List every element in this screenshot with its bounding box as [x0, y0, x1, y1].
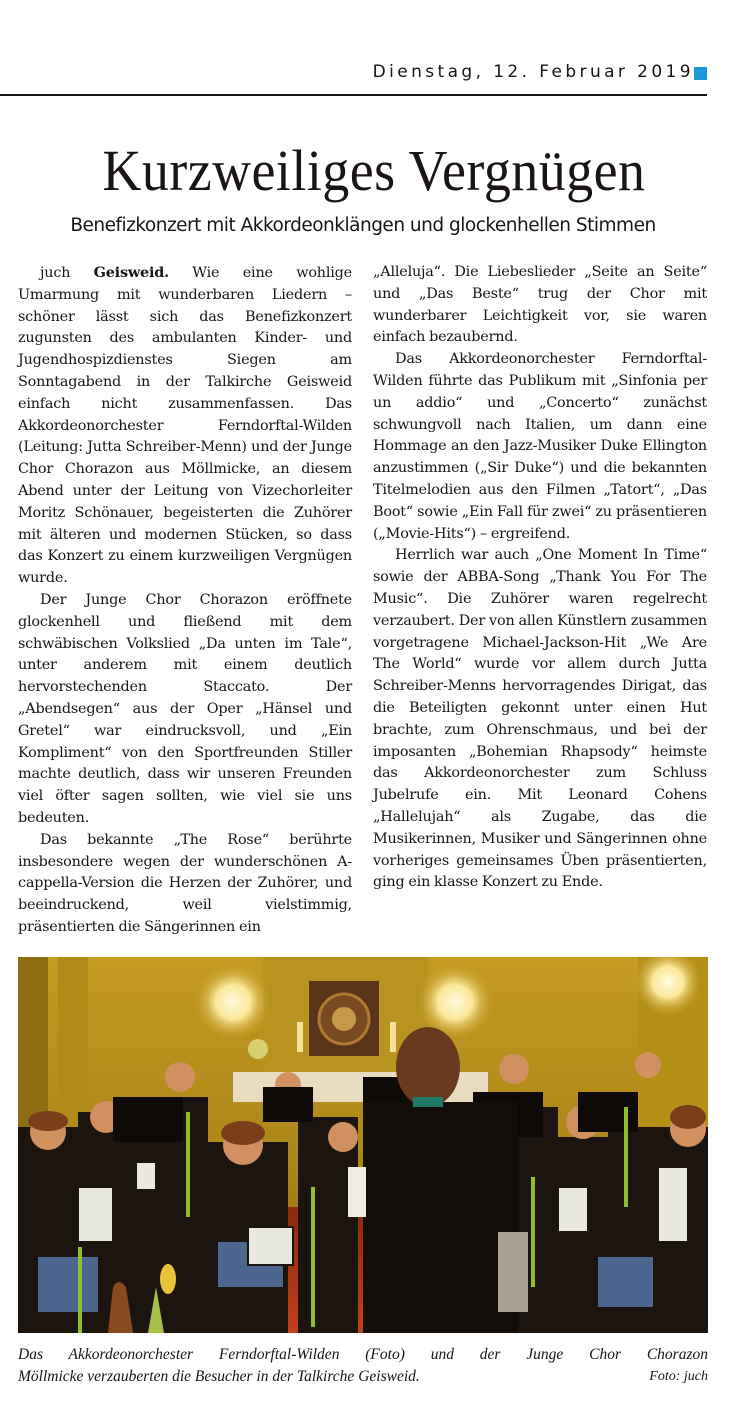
header-rule — [0, 94, 707, 96]
article-paragraph — [18, 262, 352, 590]
author-tag: juch — [40, 265, 71, 281]
article-paragraph: Herrlich war auch „One Moment In Time“ sowie der ABBA-Song „Thank You For The Music“. Die Zuhörer waren regelrecht verzaubert. Der von allen Künstlern zusammen vorgetragene Michael-Jackson-Hit „We Are The World“ wurde vor allem durch Jutta Schreiber-Menns hervorragendes Dirigat, das die Beteiligten gekonnt unter einen Hut brachte, zum Ohrenschmaus, und bei der imposanten „Bohemian Rhapsody“ heimste das Akkordeonorchester zum Schluss Jubelrufe ein. Mit Leonard Cohens „Hallelujah“ als Zugabe, das die Musikerinnen, Musiker und Sängerinnen ohne vorheriges gemeinsames Üben präsentierten, ging ein klasse Konzert zu Ende. — [373, 547, 707, 891]
caption-line: Das Akkordeonorchester Ferndorftal-Wilden (Foto) und der Junge Chor Chorazon — [18, 1346, 708, 1363]
photo-credit: Foto: juch — [649, 1369, 708, 1384]
article-paragraph: „Alleluja“. Die Liebeslieder „Seite an Seite“ und „Das Beste“ trug der Chor mit wunderbarer Leichtigkeit vor, sie waren einfach bezaubernd. — [373, 264, 707, 346]
article-paragraph: Das bekannte „The Rose“ berührte insbesondere wegen der wunderschönen A-cappella-Version die Herzen der Zuhörer, und beeindruckend, weil vielstimmig, präsentierten die Sängerinnen ein — [18, 831, 352, 935]
article-column-left — [18, 262, 352, 939]
caption-line-with-credit — [18, 1366, 708, 1388]
photo-illustration — [18, 957, 708, 1333]
article-subheadline: Benefizkonzert mit Akkordeonklängen und glockenhellen Stimmen — [70, 215, 656, 236]
photo-caption — [18, 1344, 708, 1388]
article-paragraph: Der Junge Chor Chorazon eröffnete glockenhell und fließend mit dem schwäbischen Volkslied „Da unten im Tale“, unter anderem mit einem deutlich hervorstechenden Staccato. Der „Abendsegen“ aus der Oper „Hänsel und Gretel“ war eindrucksvoll, und „Ein Kompliment“ von den Sportfreunden Stiller machte deutlich, dass wir unseren Freunden viel öfter sagen sollten, wie viel sie uns bedeuten. — [18, 591, 352, 826]
article-headline: Kurzweiliges Vergnügen — [102, 138, 646, 203]
article-paragraph: Das Akkordeonorchester Ferndorftal-Wilden führte das Publikum mit „Sinfonia per un addio“ und „Concerto“ zunächst schwungvoll nach Italien, um dann eine Hommage an den Jazz-Musiker Duke Ellington anzustimmen („Sir Duke“) und die bekannten Titelmelodien aus den Filmen „Tatort“, „Das Boot“ sowie „Ein Fall für zwei“ zu präsentieren („Movie-Hits“) – ergreifend. — [373, 351, 707, 542]
dateline-location: Geisweid. — [93, 264, 169, 281]
concert-photo — [18, 957, 708, 1333]
article-column-right — [373, 262, 707, 894]
issue-date: Dienstag, 12. Februar 2019 — [372, 62, 694, 82]
caption-line: Möllmicke verzauberten die Besucher in der Talkirche Geisweid. — [18, 1368, 420, 1385]
section-marker-icon — [694, 67, 707, 80]
paragraph-text: Wie eine wohlige Umarmung mit wunderbaren Liedern – schöner lässt sich das Benefizkonzert zugunsten des ambulanten Kinder- und Jugendhospizdienstes Siegen am Sonntagabend in der Talkirche Geisweid einfach nicht zusammenfassen. Das Akkordeonorchester Ferndorftal-Wilden (Leitung: Jutta Schreiber-Menn) und der Junge Chor Chorazon aus Möllmicke, an diesem Abend unter der Leitung von Vizechorleiter Moritz Schönauer, begeisterten die Zuhörer mit älteren und modernen Stücken, so dass das Konzert zu einem kurzweiligen Vergnügen wurde. — [18, 265, 352, 587]
